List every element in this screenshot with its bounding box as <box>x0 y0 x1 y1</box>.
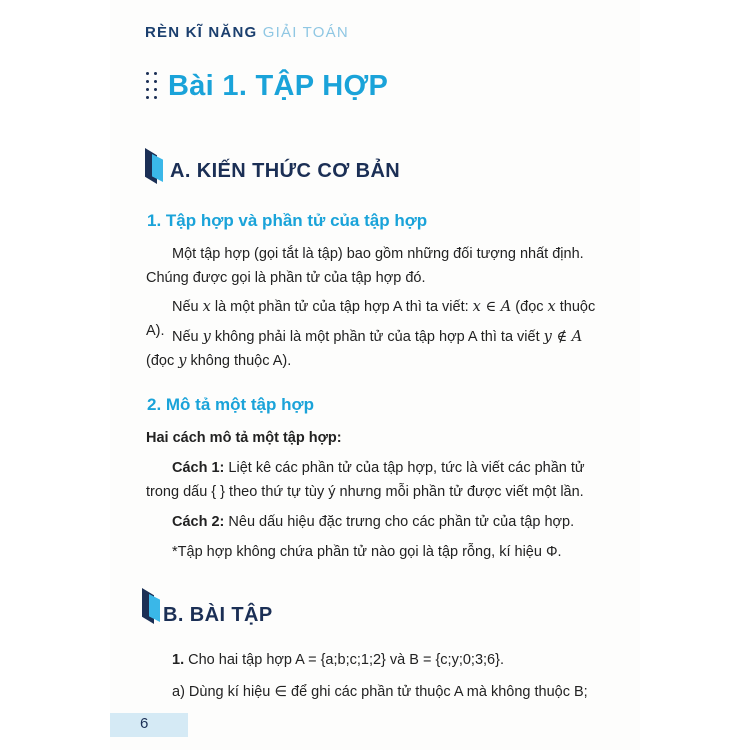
running-header-light: GIẢI TOÁN <box>262 24 349 41</box>
running-header <box>145 24 349 41</box>
paragraph-element-of: Nếu x là một phần tử của tập hợp A thì ta viết: x ∈ A (đọc x thuộc A). <box>146 299 596 339</box>
page-number-bar <box>110 713 188 737</box>
dots-ornament-icon <box>146 72 160 106</box>
page-number: 6 <box>140 715 149 732</box>
exercise-1: 1. Cho hai tập hợp A = {a;b;c;1;2} và B = {c;y;0;3;6}. <box>172 652 504 668</box>
empty-set-note: *Tập hợp không chứa phần tử nào gọi là tập rỗng, kí hiệu Φ. <box>172 544 562 560</box>
section-a-title: A. KIẾN THỨC CƠ BẢN <box>170 160 401 182</box>
lesson-title: Bài 1. TẬP HỢP <box>168 70 389 102</box>
section-b-title: B. BÀI TẬP <box>163 604 273 626</box>
method-1: Cách 1: Liệt kê các phần tử của tập hợp, tức là viết các phần tử trong dấu { } theo thứ tự tùy ý nhưng mỗi phần tử được viết một lần. <box>146 460 585 500</box>
methods-intro: Hai cách mô tả một tập hợp: <box>146 430 342 446</box>
page-sheet <box>110 0 640 750</box>
subsection-2-title: 2. Mô tả một tập hợp <box>147 395 314 414</box>
method-2: Cách 2: Nêu dấu hiệu đặc trưng cho các phần tử của tập hợp. <box>172 514 575 530</box>
exercise-1a: a) Dùng kí hiệu ∈ để ghi các phần tử thuộc A mà không thuộc B; <box>172 684 588 700</box>
paragraph-set-definition: Một tập hợp (gọi tắt là tập) bao gồm những đối tượng nhất định. Chúng được gọi là phần tử của tập hợp đó. <box>146 246 584 286</box>
subsection-1-title: 1. Tập hợp và phần tử của tập hợp <box>147 211 428 230</box>
running-header-bold: RÈN KĨ NĂNG <box>145 24 258 41</box>
paragraph-not-element-of: Nếu y không phải là một phần tử của tập hợp A thì ta viết y ∉ A (đọc y không thuộc A). <box>146 329 583 369</box>
